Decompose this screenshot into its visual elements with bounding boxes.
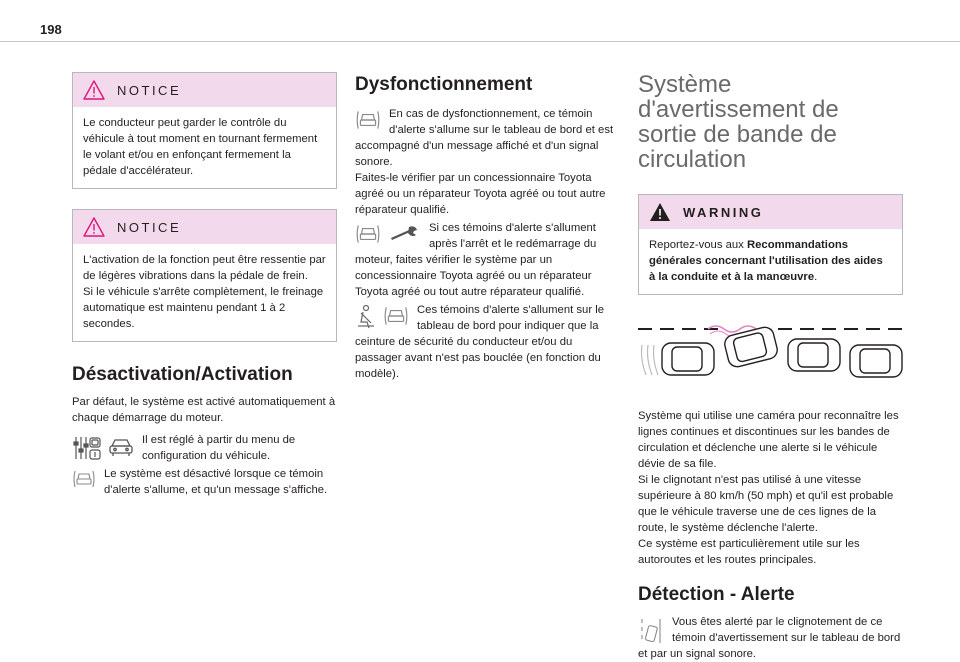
warning-triangle-icon	[83, 80, 105, 100]
settings-menu-icon	[72, 434, 102, 462]
system-trigger-text: Si le clignotant n'est pas utilisé à une vitesse supérieure à 80 km/h (50 mph) et qu'il est probable que le véhicule traverse une de ces lignes de la route, le système déclenche l'alerte.	[638, 474, 894, 534]
restart-text: Si ces témoins d'alerte s'allument après l'arrêt et le redémarrage du moteur, faites vérifier le système par un concessionnaire Toyota agréé ou un réparateur Toyota agréé ou tout autre réparateur qualifié.	[355, 222, 597, 298]
disabled-warning-text: Le système est désactivé lorsque ce témoin d'alerte s'allume, et qu'un message s'affiche.	[104, 468, 328, 496]
notice-title: NOTICE	[117, 219, 182, 235]
section-title-dysfonctionnement: Dysfonctionnement	[355, 74, 533, 95]
seatbelt-text: Ces témoins d'alerte s'allument sur le tableau de bord pour indiquer que la ceinture de sécurité du conducteur et/ou du passager avant n'est pas bouclée (en fonction du modèle).	[355, 304, 605, 380]
warning-body	[639, 229, 902, 294]
warning-title: WARNING	[683, 204, 764, 220]
wrench-icon	[387, 222, 421, 246]
notice-body	[73, 244, 336, 341]
warning-box	[638, 194, 903, 295]
seatbelt-icon	[355, 304, 377, 330]
notice-text: Le conducteur peut garder le contrôle du véhicule à tout moment en tournant fermement le volant et/ou en enfonçant fermement la pédale d'accélérateur.	[83, 117, 318, 177]
system-description: Système qui utilise une caméra pour reconnaître les lignes continues et discontinues sur les bandes de circulation et déclenche une alerte si le véhicule dévie de sa file.	[638, 410, 899, 470]
warning-header	[639, 195, 902, 229]
system-usefulness-text: Ce système est particulièrement utile sur les autoroutes et les routes principales.	[638, 538, 860, 566]
notice-text-vibration: L'activation de la fonction peut être ressentie par de légères vibrations dans la pédale de frein.	[83, 254, 326, 282]
icon-group	[72, 434, 134, 462]
section-title-lane-departure: Système d'avertissement de sortie de bande de circulation	[638, 71, 839, 173]
section-title-desactivation: Désactivation/Activation	[72, 364, 293, 385]
column-middle	[355, 72, 620, 382]
restart-paragraph	[355, 220, 620, 300]
icon-group	[355, 304, 409, 330]
seatbelt-paragraph	[355, 302, 620, 382]
disabled-warning-paragraph	[72, 466, 337, 498]
warning-triangle-icon	[649, 202, 671, 222]
column-left	[72, 72, 337, 498]
lane-warning-lamp-icon	[355, 222, 381, 246]
malfunction-paragraph	[355, 106, 620, 218]
warning-text: Reportez-vous aux Recommandations générales concernant l'utilisation des aides à la conduite et à la manœuvre.	[649, 239, 883, 283]
warning-text-bold: Recommandations générales concernant l'utilisation des aides à la conduite et à la manœuvre	[649, 239, 883, 283]
header-divider	[0, 41, 960, 42]
detection-text: Vous êtes alerté par le clignotement de ce témoin d'avertissement sur le tableau de bord et par un signal sonore.	[638, 616, 901, 660]
config-menu-paragraph	[72, 432, 337, 464]
section-title-detection: Détection - Alerte	[638, 584, 795, 605]
malfunction-text: En cas de dysfonctionnement, ce témoin d'alerte s'allume sur le tableau de bord et est accompagné d'un message affiché et d'un signal sonore.	[355, 108, 614, 168]
lane-departure-illustration	[638, 321, 903, 391]
notice-text-stop: Si le véhicule s'arrête complètement, le freinage automatique est maintenu pendant 1 à 2 secondes.	[83, 286, 324, 330]
notice-box-control	[72, 72, 337, 189]
icon-group	[638, 616, 664, 646]
notice-box-braking	[72, 209, 337, 342]
icon-group	[72, 468, 96, 490]
detection-paragraph	[638, 614, 903, 662]
notice-header	[73, 73, 336, 107]
desactivation-intro: Par défaut, le système est activé automatiquement à chaque démarrage du moteur.	[72, 396, 336, 424]
notice-title: NOTICE	[117, 82, 182, 98]
lane-warning-lamp-icon	[72, 468, 96, 490]
lane-departure-lamp-icon	[638, 616, 664, 646]
icon-group	[355, 222, 421, 246]
lane-warning-lamp-icon	[355, 108, 381, 132]
page-number: 198	[40, 22, 62, 37]
icon-group	[355, 108, 381, 132]
notice-body	[73, 107, 336, 188]
malfunction-repair-text: Faites-le vérifier par un concessionnaire Toyota agréé ou un réparateur Toyota agréé ou tout autre réparateur qualifié.	[355, 172, 606, 216]
lane-warning-lamp-icon	[383, 304, 409, 328]
config-menu-text: Il est réglé à partir du menu de configuration du véhicule.	[142, 434, 296, 462]
warning-triangle-icon	[83, 217, 105, 237]
notice-header	[73, 210, 336, 244]
column-right	[638, 72, 903, 662]
car-settings-icon	[108, 434, 134, 462]
